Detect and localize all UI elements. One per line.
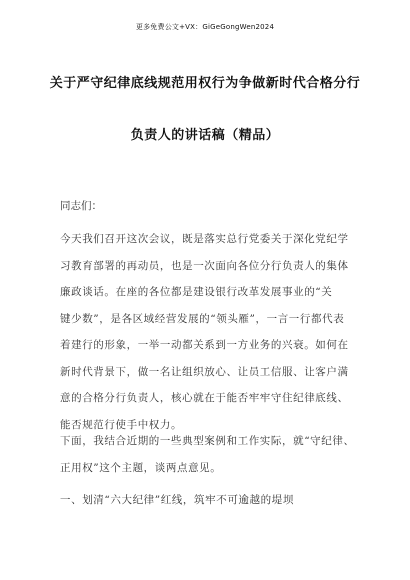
paragraph-2 [60,428,360,481]
document-title-line-1: 关于严守纪律底线规范用权行为争做新时代合格分行 [49,76,361,91]
paragraph-line: 正用权”这个主题，谈两点意见。 [60,461,222,474]
paragraph-line: 下面，我结合近期的一些典型案例和工作实际，就“守纪律、 [60,435,355,447]
section-heading-1: 一、划清“六大纪律”红线，筑牢不可逾越的堤坝 [60,494,294,506]
paragraph-line: 能否规范行使手中权力。 [60,418,183,431]
paragraph-line: 意的合格分行负责人，核心就在于能否牢牢守住纪律底线、 [60,392,349,404]
salutation: 同志们： [60,200,102,212]
paragraph-line: 习教育部署的再动员，也是一次面向各位分行负责人的集体 [60,259,349,272]
paragraph-line: 廉政谈话。在座的各位都是建设银行改革发展事业的“关 [60,286,333,298]
header-note: 更多免费公文+VX：GiGeGongWen2024 [135,23,275,31]
paragraph-line: 键少数”，是各区域经营发展的“领头雁”，一言一行都代表 [60,312,345,325]
paragraph-line: 新时代背景下，做一名让组织放心、让员工信服、让客户满 [60,365,349,378]
paragraph-line: 今天我们召开这次会议，既是落实总行党委关于深化党纪学 [60,233,349,245]
paragraph-1 [60,226,360,438]
paragraph-line: 着建行的形象，一举一动都关系到一方业务的兴衰。如何在 [60,339,349,351]
document-title-line-2: 负责人的讲话稿（精品） [130,128,280,143]
